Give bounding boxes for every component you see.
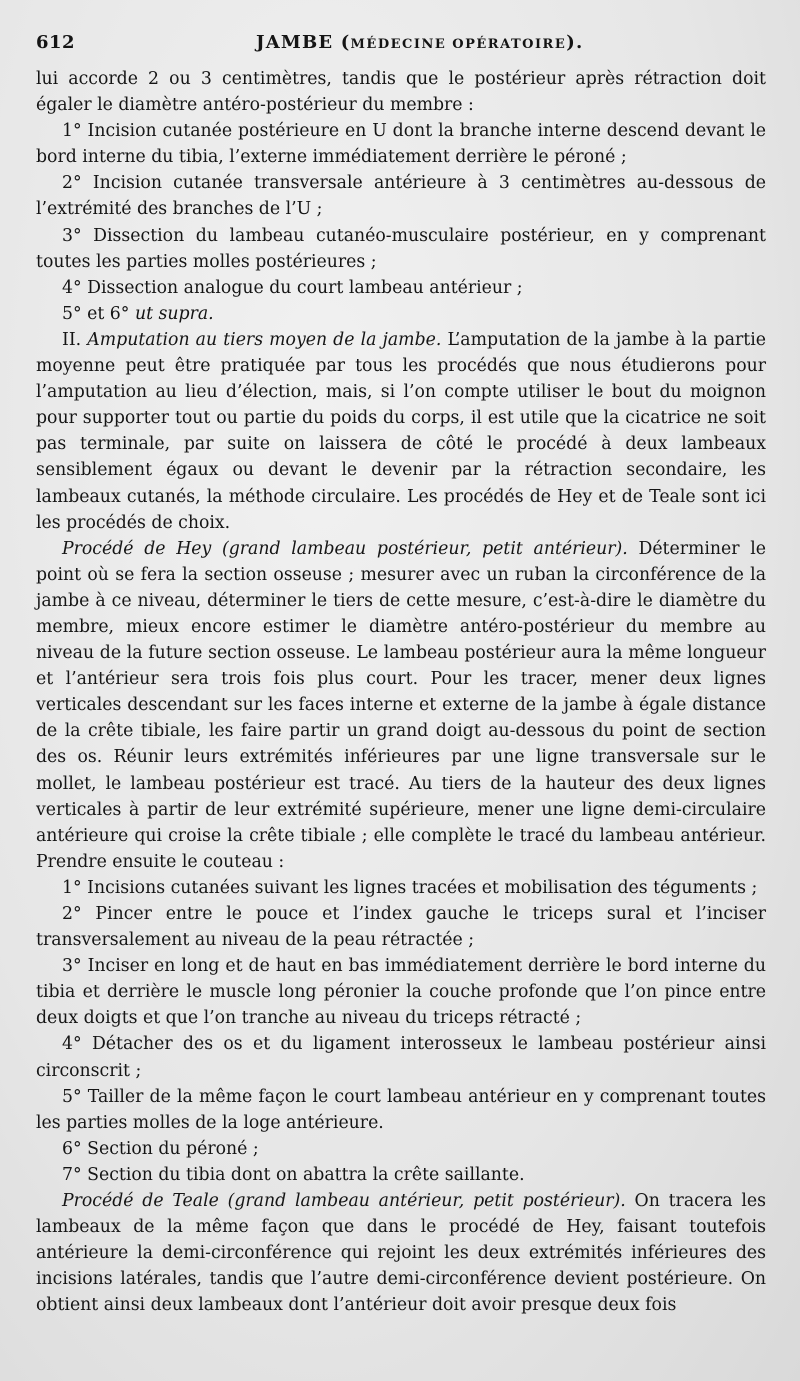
page-header xyxy=(36,28,780,58)
paragraph-text: 6° Section du péroné ; xyxy=(62,1138,259,1159)
paragraph-text: 2° Pincer entre le pouce et l’index gauche le triceps sural et l’inciser transversalement au niveau de la peau rétractée ; xyxy=(36,904,766,951)
paragraph xyxy=(36,223,766,275)
page-number: 612 xyxy=(36,32,76,53)
paragraph-prefix: II. xyxy=(62,329,88,350)
paragraph-text: On tracera les lambeaux de la même façon que dans le procédé de Hey, faisant toutefois antérieure la demi-circonférence qui rejoint les deux extrémités inférieures des incisions latérales, tandis que l’autre demi-circonférence devient postérieure. On obtient ainsi deux lambeaux dont l’antérieur doit avoir presque deux fois xyxy=(36,1191,766,1316)
paragraph xyxy=(36,901,766,953)
procedure-heading: Procédé de Hey (grand lambeau postérieur, petit antérieur). xyxy=(62,538,628,559)
paragraph xyxy=(36,1188,766,1318)
running-title-main: JAMBE ( xyxy=(256,32,351,53)
paragraph-italic: ut supra. xyxy=(134,303,214,324)
paragraph xyxy=(36,327,766,536)
paragraph xyxy=(36,536,766,875)
section-heading: Amputation au tiers moyen de la jambe. xyxy=(87,329,442,350)
paragraph-text: 1° Incisions cutanées suivant les lignes tracées et mobilisation des téguments ; xyxy=(62,877,758,898)
running-title-sub: MÉDECINE OPÉRATOIRE xyxy=(350,37,567,52)
paragraph-text: 1° Incision cutanée postérieure en U dont la branche interne descend devant le bord interne du tibia, l’externe immédiatement derrière le péroné ; xyxy=(36,121,766,168)
paragraph xyxy=(36,118,766,170)
paragraph-text: 5° Tailler de la même façon le court lambeau antérieur en y comprenant toutes les parties molles de la loge antérieure. xyxy=(36,1086,766,1133)
paragraph-text: Déterminer le point où se fera la section osseuse ; mesurer avec un ruban la circonférence de la jambe à ce niveau, déterminer le tiers de cette mesure, c’est-à-dire le diamètre du membre, mieux encore estimer le diamètre antéro-postérieur du membre au niveau de la future section osseuse. Le lambeau postérieur aura la même longueur et l’antérieur sera trois fois plus court. Pour les tracer, mener deux lignes verticales descendant sur les faces interne et externe de la jambe à égale distance de la crête tibiale, les faire partir un grand doigt au-dessous du point de section des os. Réunir leurs extrémités inférieures par une ligne transversale sur le mollet, le lambeau postérieur est tracé. Au tiers de la hauteur des deux lignes verticales à partir de leur extrémité supérieure, mener une ligne demi-circulaire antérieure qui croise la crête tibiale ; elle complète le tracé du lambeau antérieur. Prendre ensuite le couteau : xyxy=(36,538,766,872)
paragraph xyxy=(36,1162,766,1188)
paragraph xyxy=(36,1031,766,1083)
paragraph xyxy=(36,66,766,118)
paragraph xyxy=(36,953,766,1031)
paragraph xyxy=(36,1136,766,1162)
paragraph xyxy=(36,1084,766,1136)
running-title-end: ). xyxy=(566,32,584,53)
paragraph-text: 2° Incision cutanée transversale antérieure à 3 centimètres au-dessous de l’extrémité des branches de l’U ; xyxy=(36,173,766,220)
paragraph xyxy=(36,875,766,901)
paragraph-text: L’amputation de la jambe à la partie moyenne peut être pratiquée par tous les procédés que nous étudierons pour l’amputation au lieu d’élection, mais, si l’on compte utiliser le bout du moignon pour supporter tout ou partie du poids du corps, il est utile que la cicatrice ne soit pas terminale, par suite on laissera de côté le procédé à deux lambeaux sensiblement égaux ou devant le devenir par la rétraction secondaire, les lambeaux cutanés, la méthode circulaire. Les procédés de Hey et de Teale sont ici les procédés de choix. xyxy=(36,329,766,533)
paragraph-prefix: 5° et 6° xyxy=(62,303,135,324)
procedure-heading: Procédé de Teale (grand lambeau antérieur, petit postérieur). xyxy=(62,1191,626,1212)
paragraph-text: 3° Inciser en long et de haut en bas immédiatement derrière le bord interne du tibia et derrière le muscle long péronier la couche profonde que l’on pince entre deux doigts et que l’on tranche au niveau du triceps rétracté ; xyxy=(36,956,766,1029)
paragraph xyxy=(36,170,766,222)
paragraph-text: 7° Section du tibia dont on abattra la crête saillante. xyxy=(62,1164,525,1185)
paragraph-text: lui accorde 2 ou 3 centimètres, tandis que le postérieur après rétraction doit égaler le diamètre antéro-postérieur du membre : xyxy=(36,69,766,116)
body-text xyxy=(36,66,766,1319)
paragraph xyxy=(36,301,766,327)
paragraph-text: 4° Dissection analogue du court lambeau antérieur ; xyxy=(62,277,523,298)
paragraph xyxy=(36,275,766,301)
paragraph-text: 3° Dissection du lambeau cutanéo-musculaire postérieur, en y comprenant toutes les parties molles postérieures ; xyxy=(36,225,766,272)
running-title xyxy=(256,32,583,53)
paragraph-text: 4° Détacher des os et du ligament interosseux le lambeau postérieur ainsi circonscrit ; xyxy=(36,1034,766,1081)
